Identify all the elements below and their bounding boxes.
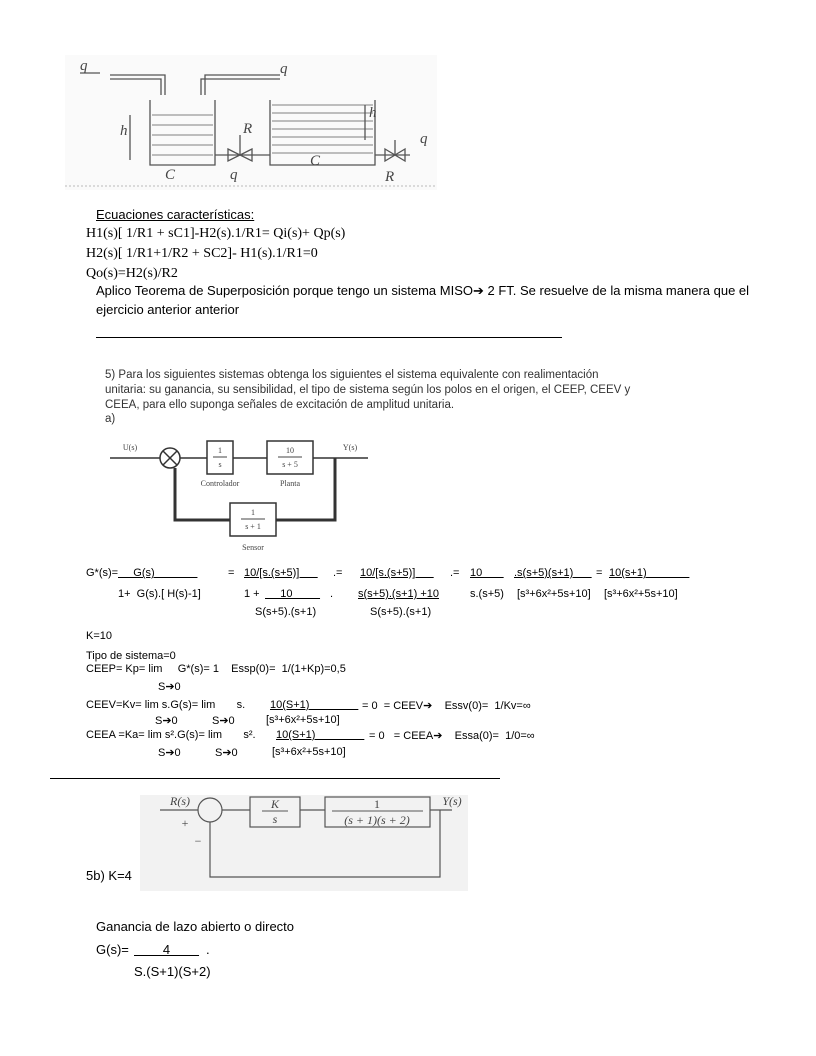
svg-text:R: R [385, 169, 395, 185]
g-label: G(s)= [96, 942, 129, 957]
output-label: Y(s) [442, 795, 462, 808]
equation-3: Qo(s)=H2(s)/R2 [86, 266, 178, 281]
frac3-den: s(s+5).(s+1) +10 [358, 588, 440, 600]
svg-text:q: q [280, 61, 288, 77]
frac2-num: 10/[s.(s+5)] [244, 567, 318, 579]
divider [96, 337, 562, 338]
exercise-line-1: 5) Para los siguientes sistemas obtenga los siguientes el sistema equivalente con realimentación [105, 369, 599, 381]
frac2-den: 1 + [244, 588, 260, 600]
frac4-num: 10 [470, 567, 504, 579]
dot: . [206, 942, 210, 957]
equals: = [228, 567, 235, 579]
output-label: Y(s) [342, 443, 358, 452]
ceev-result: = 0 = CEEV➔ Essv(0)= 1/Kv=∞ [362, 700, 531, 712]
equation-2: H2(s)[ 1/R1+1/R2 + SC2]- H1(s).1/R1=0 [86, 246, 318, 261]
frac6-num: 10(s+1) [609, 567, 690, 579]
equals: .= [450, 567, 460, 579]
frac1-den: 1+ G(s).[ H(s)-1] [118, 588, 201, 600]
equals: .= [333, 567, 343, 579]
sensor-label: Sensor [242, 543, 264, 552]
gain-num: K [270, 797, 280, 811]
svg-text:C: C [310, 153, 321, 169]
plant-den: (s + 1)(s + 2) [344, 813, 410, 827]
two-tank-figure [65, 55, 437, 190]
frac5-den: [s³+6x²+5s+10] [517, 588, 591, 600]
sensor-num: 1 [251, 508, 255, 517]
system-type: Tipo de sistema=0 [86, 650, 176, 662]
g-num: 4 [134, 942, 200, 957]
section-heading: Ecuaciones características: [96, 207, 255, 222]
ceev-num: 10(S+1) [270, 699, 359, 711]
sensor-den: s + 1 [245, 522, 261, 531]
svg-text:q: q [230, 167, 238, 183]
controller-num: 1 [218, 446, 222, 455]
ceea-num: 10(S+1) [276, 729, 365, 741]
exercise-line-3: CEEA, para ello suponga señales de excitación de amplitud unitaria. [105, 399, 455, 411]
note-line-2: ejercicio anterior anterior [96, 302, 240, 317]
equals: = [596, 567, 603, 579]
frac6-den: [s³+6x²+5s+10] [604, 588, 678, 600]
svg-text:q: q [80, 58, 88, 74]
limit-sub: S➔0 [215, 747, 238, 759]
equation-1: H1(s)[ 1/R1 + sC1]-H2(s).1/R1= Qi(s)+ Qp(s) [86, 226, 346, 241]
svg-text:h: h [120, 123, 128, 139]
ceea-line: CEEA =Ka= lim s².G(s)= lim s². [86, 729, 256, 741]
plant-label: Planta [280, 479, 300, 488]
limit-sub: S➔0 [212, 715, 235, 727]
frac5-num: .s(s+5)(s+1) [514, 567, 592, 579]
limit-sub: S➔0 [158, 681, 181, 693]
exercise-line-2: unitaria: su ganancia, su sensibilidad, el tipo de sistema según los polos en el origen, el CEEP, CEEV y [105, 384, 631, 396]
minus-sign: − [194, 834, 202, 848]
frac2-den-den: S(s+5).(s+1) [255, 606, 317, 618]
svg-text:q: q [420, 131, 428, 147]
limit-sub: S➔0 [155, 715, 178, 727]
frac2-den-num: 10 [265, 588, 321, 600]
frac3-den-den: S(s+5).(s+1) [370, 606, 432, 618]
limit-sub: S➔0 [158, 747, 181, 759]
exercise-part: a) [105, 413, 116, 425]
frac4-den: s.(s+5) [470, 588, 504, 600]
open-loop-heading: Ganancia de lazo abierto o directo [96, 919, 295, 934]
ceea-result: = 0 = CEEA➔ Essa(0)= 1/0=∞ [369, 730, 535, 742]
svg-text:C: C [165, 167, 176, 183]
svg-text:R: R [243, 121, 253, 137]
ceev-den: [s³+6x²+5s+10] [266, 714, 340, 726]
note-line-1: Aplico Teorema de Superposición porque tengo un sistema MISO➔ 2 FT. Se resuelve de la misma manera que el [96, 283, 750, 298]
input-label: R(s) [170, 795, 190, 808]
ceea-den: [s³+6x²+5s+10] [272, 746, 346, 758]
divider [50, 778, 500, 779]
controller-den: s [218, 460, 222, 469]
block-diagram-a [110, 438, 370, 560]
block-diagram-b [140, 795, 468, 891]
ceev-line: CEEV=Kv= lim s.G(s)= lim s. [86, 699, 246, 711]
g-star-label: G*(s)= [86, 567, 119, 579]
plant-num: 1 [374, 797, 380, 811]
frac3-num: 10/[s.(s+5)] [360, 567, 434, 579]
gain-den: s [272, 812, 278, 826]
part-b-label: 5b) K=4 [86, 868, 132, 883]
g-den: S.(S+1)(S+2) [134, 964, 211, 979]
svg-text:h: h [369, 105, 377, 121]
plus-sign: + [181, 816, 189, 830]
plant-den: s + 5 [282, 460, 298, 469]
dot: . [330, 588, 334, 600]
ceep-line: CEEP= Kp= lim G*(s)= 1 Essp(0)= 1/(1+Kp)=0,5 [86, 663, 346, 675]
controller-label: Controlador [200, 479, 240, 488]
plant-num: 10 [286, 446, 294, 455]
frac1-num: G(s) [118, 567, 198, 579]
input-label: U(s) [122, 443, 138, 452]
gain-value: K=10 [86, 630, 112, 642]
